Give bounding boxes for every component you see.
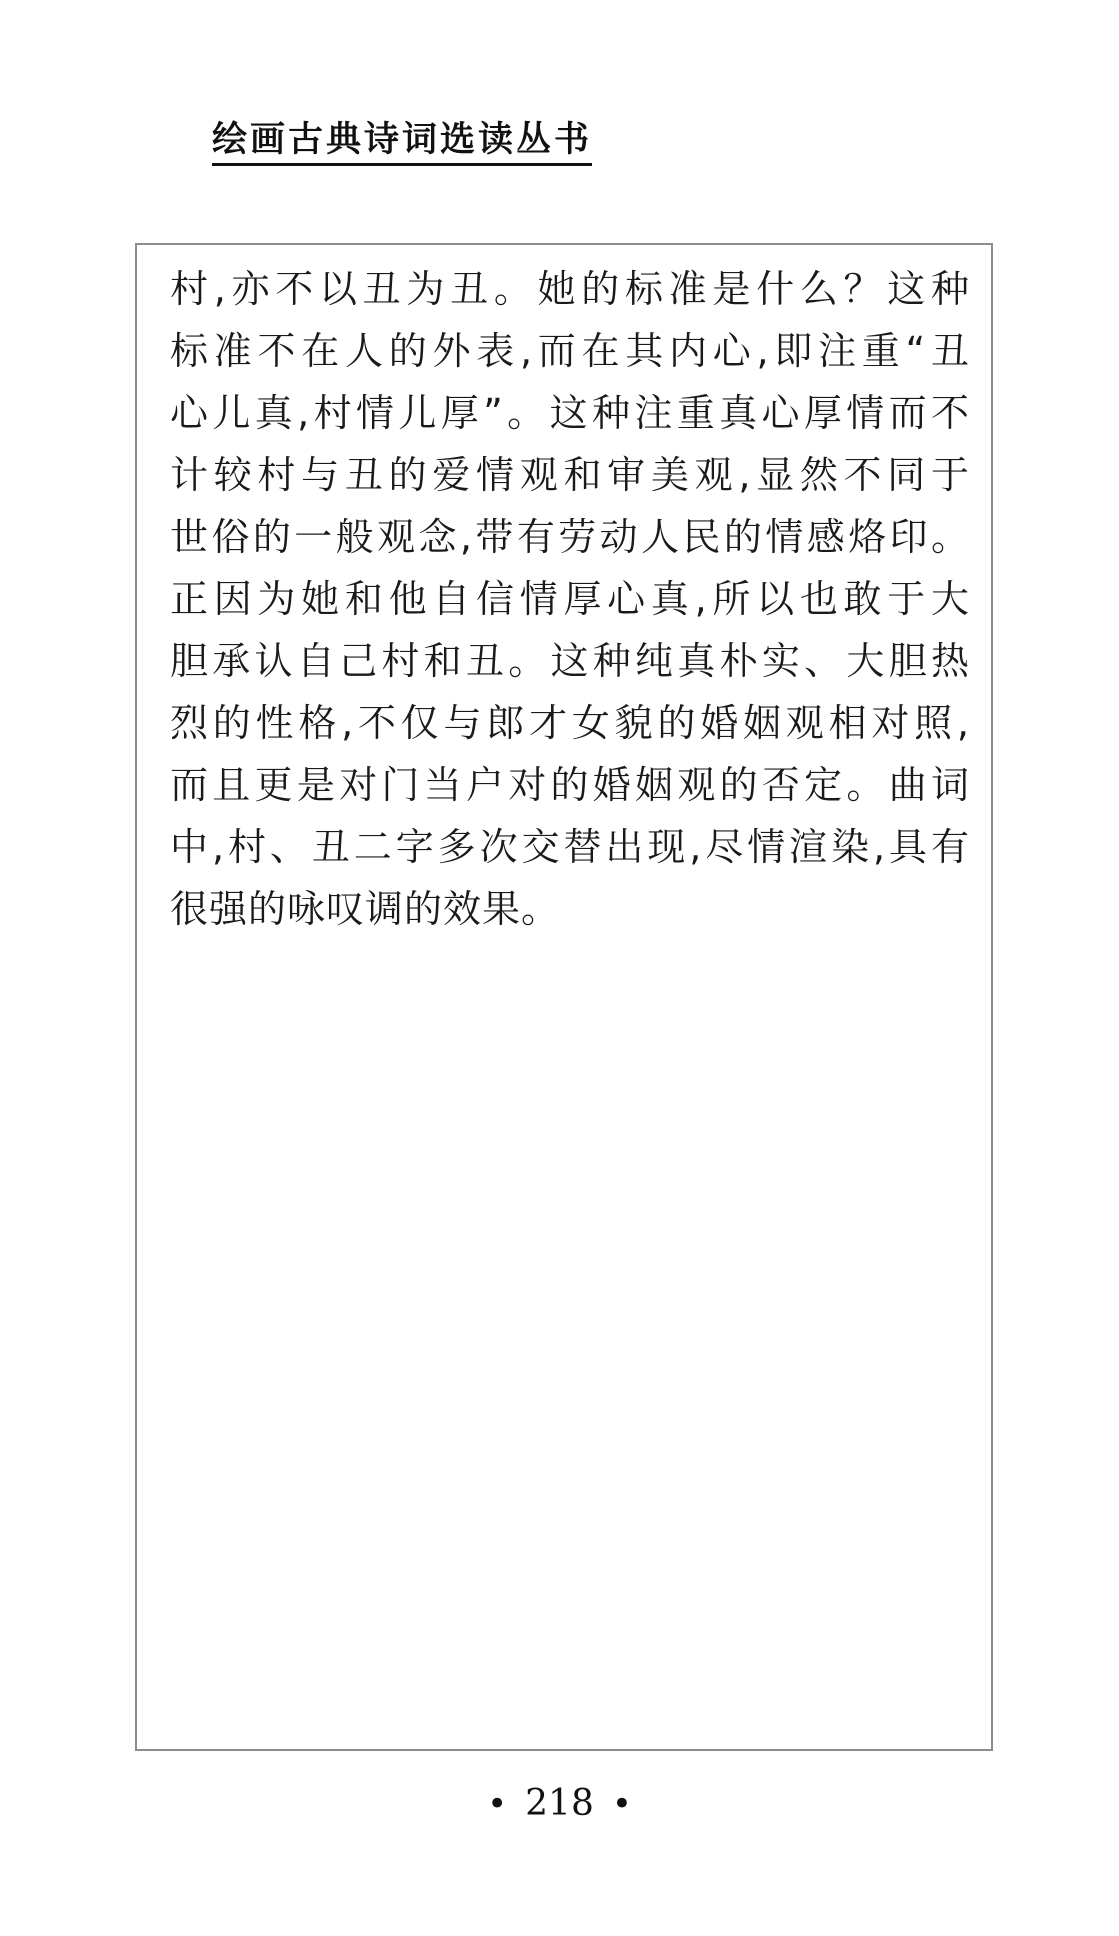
body-text [170,258,970,940]
body-line-7: 胆承认自己村和丑。这种纯真朴实、大胆热 [170,639,970,683]
series-title: 绘画古典诗词选读丛书 [212,118,592,166]
body-line-11: 很强的咏叹调的效果。 [170,887,561,931]
bullet-right: • [611,1784,632,1824]
body-line-9: 而且更是对门当户对的婚姻观的否定。曲词 [170,763,970,807]
page-number: 218 [525,1783,594,1824]
body-line-6: 正因为她和他自信情厚心真,所以也敢于大 [170,577,970,621]
body-line-10: 中,村、丑二字多次交替出现,尽情渲染,具有 [170,825,970,869]
body-line-5: 世俗的一般观念,带有劳动人民的情感烙印。 [170,515,970,559]
bullet-left: • [487,1784,508,1824]
body-line-1: 村,亦不以丑为丑。她的标准是什么？这种 [170,267,970,311]
body-line-3: 心儿真,村情儿厚”。这种注重真心厚情而不 [170,391,970,435]
body-line-2: 标准不在人的外表,而在其内心,即注重“丑 [170,329,970,373]
page-footer [0,1780,1119,1828]
body-line-4: 计较村与丑的爱情观和审美观,显然不同于 [170,453,970,497]
body-line-8: 烈的性格,不仅与郎才女貌的婚姻观相对照, [170,701,970,745]
